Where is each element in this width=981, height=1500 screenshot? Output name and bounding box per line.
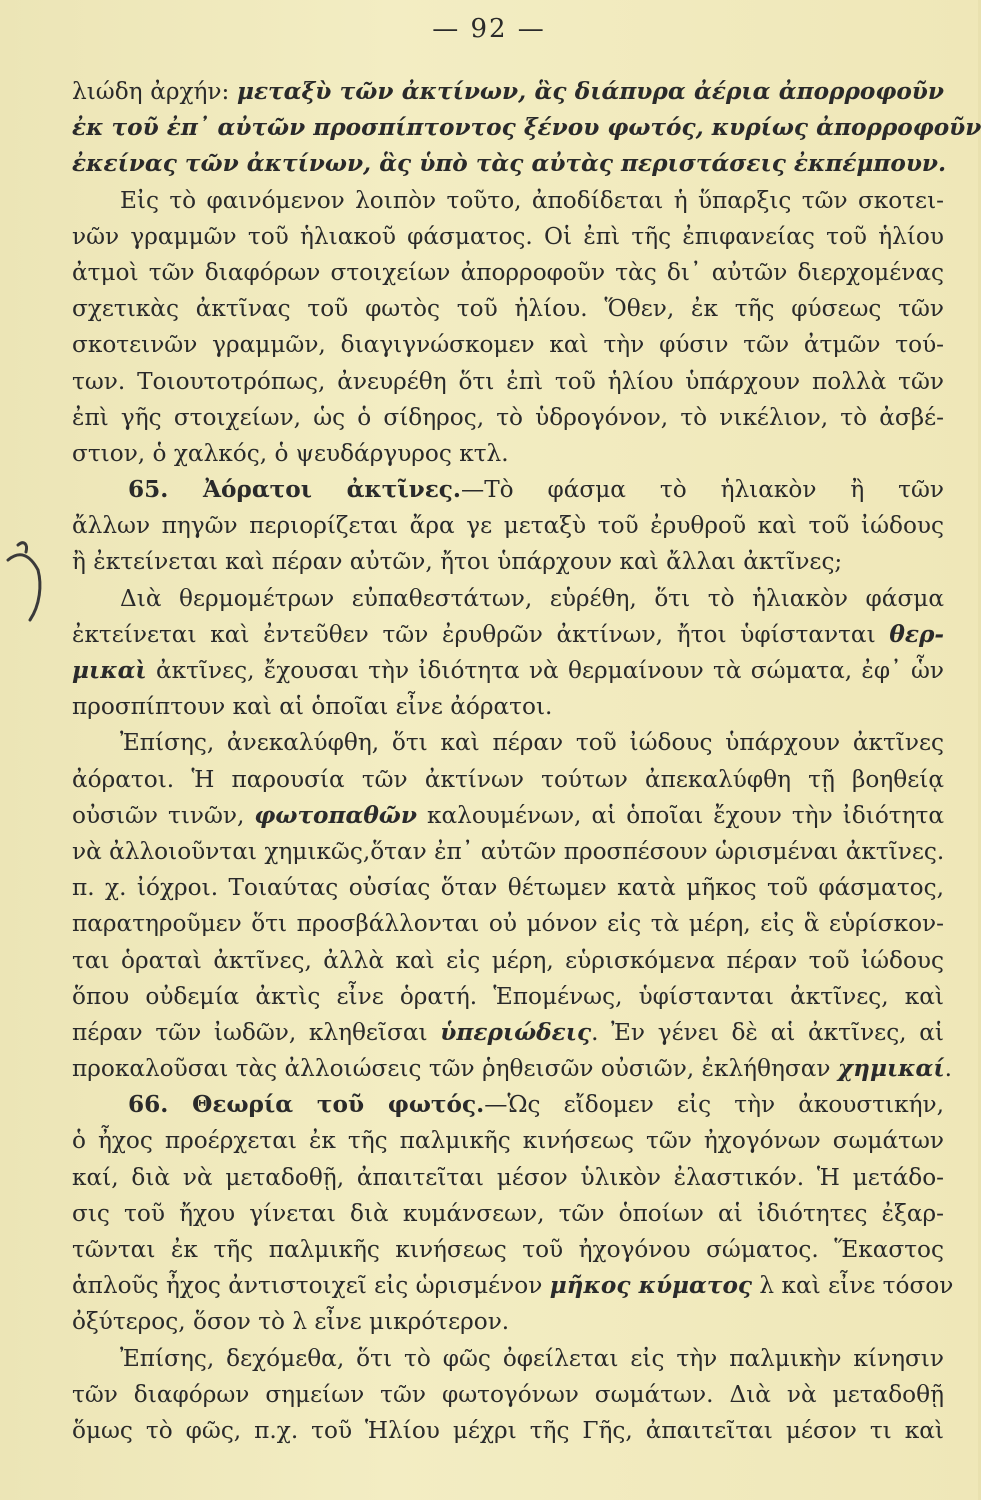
text-line: στιον, ὁ χαλκός, ὁ ψευδάργυρος κτλ. [72,439,509,467]
text-line: ἐπὶ γῆς στοιχείων, ὡς ὁ σίδηρος, τὸ ὑδρογόνον, τὸ νικέλιον, τὸ ἀσβέ- [72,403,944,431]
emphasis-line: ἐκ τοῦ ἐπ᾽ αὐτῶν προσπίπτοντος ξένου φωτός, κυρίως ἀπορροφοῦν [72,114,981,142]
text-fragment: λ καὶ εἶνε τόσον [752,1272,954,1300]
text-line: ὅπου οὐδεμία ἀκτὶς εἶνε ὁρατή. Ἑπομένως, ὑφίστανται ἀκτῖνες, καὶ [72,982,944,1010]
section-heading: 66. Θεωρία τοῦ φωτός. [128,1091,485,1119]
text-line: ὁ ἦχος προέρχεται ἐκ τῆς παλμικῆς κινήσεως τῶν ἠχογόνων σωμάτων [72,1127,944,1155]
text-fragment: προκαλοῦσαι τὰς ἀλλοιώσεις τῶν ῥηθεισῶν οὐσιῶν, ἐκλήθησαν [72,1055,838,1083]
text-line: σις τοῦ ἤχου γίνεται διὰ κυμάνσεων, τῶν ὁποίων αἱ ἰδιότητες ἐξαρ- [72,1199,944,1227]
text-fragment: —Ὡς εἴδομεν εἰς τὴν ἀκουστικήν, [484,1091,944,1119]
text-fragment: καλουμένων, αἱ ὁποῖαι ἔχουν τὴν ἰδιότητα [416,801,944,829]
text-line [72,653,944,689]
text-line [72,1268,954,1304]
paragraph-first-line: Ἐπίσης, δεχόμεθα, ὅτι τὸ φῶς ὀφείλεται εἰς τὴν παλμικὴν κίνησιν [120,1344,944,1372]
text-line: ὅμως τὸ φῶς, π.χ. τοῦ Ἡλίου μέχρι τῆς Γῆς, ἀπαιτεῖται μέσον τι καὶ [72,1416,944,1444]
emphasis-line: ἐκείνας τῶν ἀκτίνων, ἃς ὑπὸ τὰς αὐτὰς περιστάσεις ἐκπέμπουν. [72,150,947,178]
emphasis-text: φωτοπαθῶν [254,801,417,829]
handwritten-margin-mark [0,500,70,640]
text-fragment: . Ἐν γένει δὲ αἱ ἀκτῖνες, αἱ [591,1018,944,1046]
paragraph-first-line: Ἐπίσης, ἀνεκαλύφθη, ὅτι καὶ πέραν τοῦ ἰώδους ὑπάρχουν ἀκτῖνες [120,729,944,757]
emphasis-text: χημικαί [837,1055,945,1083]
text-line: καί, διὰ νὰ μεταδοθῇ, ἀπαιτεῖται μέσον ὑλικὸν ἐλαστικόν. Ἡ μετάδο- [72,1163,944,1191]
text-line: των. Τοιουτοτρόπως, ἀνευρέθη ὅτι ἐπὶ τοῦ ἡλίου ὑπάρχουν πολλὰ τῶν [72,367,944,395]
page-number: — 92 — [432,14,546,44]
text-line: τῶνται ἐκ τῆς παλμικῆς κινήσεως τοῦ ἠχογόνου σώματος. Ἕκαστος [72,1236,944,1263]
text-fragment: ἁπλοῦς ἦχος ἀντιστοιχεῖ εἰς ὡρισμένον [72,1272,550,1300]
emphasis-text: μῆκος κύματος [549,1272,753,1300]
emphasis-text: μεταξὺ τῶν ἀκτίνων, ἃς διάπυρα ἀέρια ἀπορροφοῦν [236,78,944,105]
text-line: π. χ. ἰόχροι. Τοιαύτας οὐσίας ὅταν θέτωμεν κατὰ μῆκος τοῦ φάσματος, [72,874,944,902]
text-line: τῶν διαφόρων σημείων τῶν φωτογόνων σωμάτων. Διὰ νὰ μεταδοθῇ [72,1380,944,1408]
text-line: ὀξύτερος, ὅσον τὸ λ εἶνε μικρότερον. [72,1308,510,1336]
paragraph-first-line: Διὰ θερμομέτρων εὐπαθεστάτων, εὑρέθη, ὅτι τὸ ἡλιακὸν φάσμα [120,584,944,612]
text-fragment: ἐκτείνεται καὶ ἐντεῦθεν τῶν ἐρυθρῶν ἀκτίνων, ἤτοι ὑφίστανται [72,620,890,648]
text-fragment: . [944,1055,952,1083]
text-line [72,74,944,110]
text-line: παρατηροῦμεν ὅτι προσβάλλονται οὐ μόνον εἰς τὰ μέρη, εἰς ἃ εὑρίσκον- [72,910,944,938]
page-text [72,74,981,1449]
text-fragment: ἀκτῖνες, ἔχουσαι τὴν ἰδιότητα νὰ θερμαίνουν τὰ σώματα, ἐφ᾽ ὧν [146,657,944,684]
text-line: προσπίπτουν καὶ αἱ ὁποῖαι εἶνε ἀόρατοι. [72,693,553,721]
text-line: νῶν γραμμῶν τοῦ ἡλιακοῦ φάσματος. Οἱ ἐπὶ τῆς ἐπιφανείας τοῦ ἡλίου [72,222,944,250]
text-line: σχετικὰς ἀκτῖνας τοῦ φωτὸς τοῦ ἡλίου. Ὅθεν, ἐκ τῆς φύσεως τῶν [72,295,944,323]
text-line [72,1051,952,1087]
emphasis-text: μικαὶ [72,657,147,684]
text-line: ἀόρατοι. Ἡ παρουσία τῶν ἀκτίνων τούτων ἀπεκαλύφθη τῇ βοηθείᾳ [72,765,944,793]
paragraph-first-line: Εἰς τὸ φαινόμενον λοιπὸν τοῦτο, ἀποδίδεται ἡ ὕπαρξις τῶν σκοτει- [120,186,944,214]
text-line [72,617,944,653]
emphasis-text: θερ- [889,620,944,648]
text-line [72,1015,944,1051]
text-line [72,798,944,834]
text-line: ἄλλων πηγῶν περιορίζεται ἄρα γε μεταξὺ τοῦ ἐρυθροῦ καὶ τοῦ ἰώδους [72,512,944,540]
section-66-heading-line [72,1087,944,1123]
text-fragment: λιώδη ἀρχήν: [72,78,237,105]
text-line: ἢ ἐκτείνεται καὶ πέραν αὐτῶν, ἤτοι ὑπάρχουν καὶ ἄλλαι ἀκτῖνες; [72,548,843,576]
text-fragment: —Τὸ φάσμα τὸ ἡλιακὸν ἢ τῶν [461,476,944,504]
text-line: νὰ ἀλλοιοῦνται χημικῶς,ὅταν ἐπ᾽ αὐτῶν προσπέσουν ὡρισμέναι ἀκτῖνες. [72,837,945,865]
text-fragment: πέραν τῶν ἰωδῶν, κληθεῖσαι [72,1018,441,1046]
section-heading: 65. Ἀόρατοι ἀκτῖνες. [128,476,461,504]
text-line: ται ὁραταὶ ἀκτῖνες, ἀλλὰ καὶ εἰς μέρη, εὑρισκόμενα πέραν τοῦ ἰώδους [72,946,944,974]
emphasis-text: ὑπεριώδεις [440,1018,592,1046]
text-line: σκοτεινῶν γραμμῶν, διαγιγνώσκομεν καὶ τὴν φύσιν τῶν ἀτμῶν τού- [72,331,944,359]
text-line: ἀτμοὶ τῶν διαφόρων στοιχείων ἀπορροφοῦν τὰς δι᾽ αὐτῶν διερχομένας [72,258,944,286]
text-fragment: οὐσιῶν τινῶν, [72,801,255,829]
section-65-heading-line [72,472,944,508]
